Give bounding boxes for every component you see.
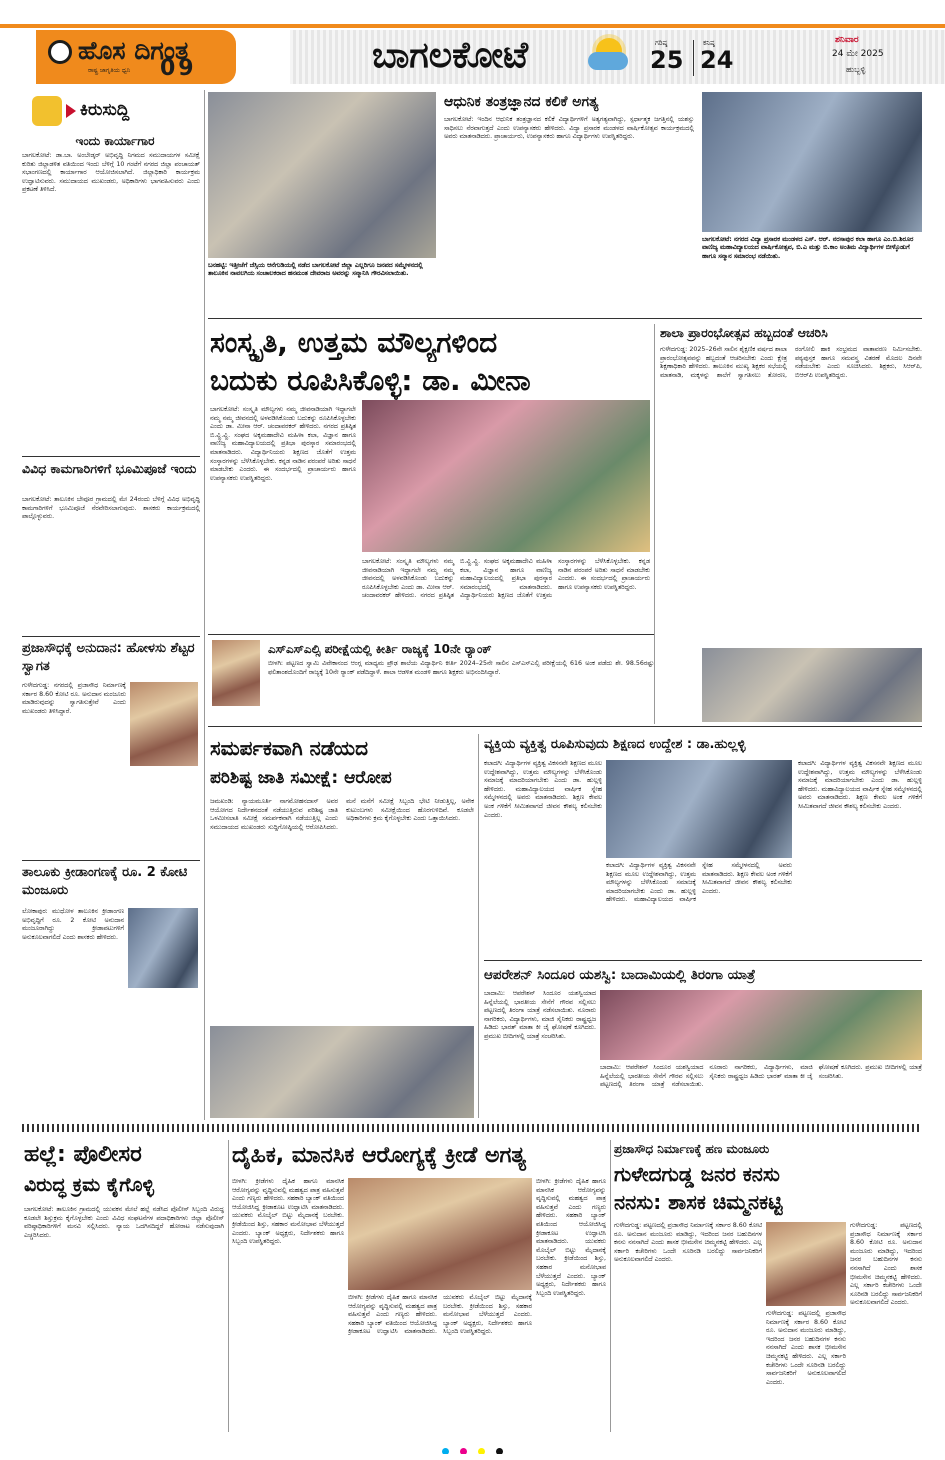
masthead (0, 0, 945, 86)
mid-row-rule (208, 726, 922, 727)
tech-headline: ಆಧುನಿಕ ತಂತ್ರಜ್ಞಾನದ ಕಲಿಕೆ ಅಗತ್ಯ (444, 94, 599, 110)
praja-kicker: ಪ್ರಜಾಸೌಧ ನಿರ್ಮಾಣಕ್ಕೆ ಹಣ ಮಂಜೂರು (614, 1142, 770, 1156)
school-headline: ಶಾಲಾ ಪ್ರಾರಂಭೋತ್ಸವ ಹಬ್ಬದಂತೆ ಆಚರಿಸಿ (660, 325, 828, 340)
top-row-rule (208, 318, 922, 319)
left-column-divider (204, 90, 205, 1120)
temp-max: 25 (650, 46, 684, 74)
reg-dot-cyan (442, 1448, 449, 1454)
sslc-portrait (212, 640, 260, 706)
kirusuddi-pointer-icon (66, 104, 76, 118)
kirusuddi-hand-icon (32, 96, 62, 126)
police-headline-line2: ವಿರುದ್ಧ ಕ್ರಮ ಕೈಗೊಳ್ಳಿ (24, 1174, 155, 1196)
praja-text-col2: ಗುಳೇದಗುಡ್ಡ: ಪಟ್ಟಣದಲ್ಲಿ ಪ್ರಜಾಸೌಧ ನಿರ್ಮಾಣಕ್ಕೆ ಸರ್ಕಾರ 8.60 ಕೋಟಿ ರೂ. ಅನುದಾನ ಮಂಜೂರು ಮಾಡಿದ್ದು, ಇದರಿಂದ ಜನರ ಬಹುದಿನಗಳ ಕನಸು ನನಸಾಗಿದೆ ಎಂದು ಶಾಸಕ ಭೀಮಸೇನ ಚಿಮ್ಮನಕಟ್ಟಿ ಹೇಳಿದರು. ಎಲ್ಲ ಸರ್ಕಾರಿ ಕಚೇರಿಗಳು ಒಂದೇ ಸೂರಿನಡಿ ಬರಲಿದ್ದು ಸಾರ್ವಜನಿಕರಿಗೆ ಅನುಕೂಲವಾಗಲಿದೆ ಎಂದರು. (850, 1222, 922, 1307)
police-headline-line1: ಹಲ್ಲೆ: ಪೊಲೀಸರ (24, 1142, 142, 1167)
bottom-divider-2 (610, 1140, 611, 1432)
felicitation-photo (208, 92, 436, 258)
item3-rule (22, 636, 200, 637)
kirusuddi-label: ಕಿರುಸುದ್ದಿ (80, 100, 130, 120)
reg-dot-magenta (460, 1448, 467, 1454)
sslc-text: ಬೀಳಗಿ: ಪಟ್ಟಣದ ಸ್ವಾಮಿ ವಿವೇಕಾನಂದ ಆಂಗ್ಲ ಮಾಧ್ಯಮ ಪ್ರೌಢ ಶಾಲೆಯ ವಿದ್ಯಾರ್ಥಿನಿ ಕೀರ್ತಿ 2024–25ನೇ ಸಾಲಿನ ಎಸ್ಎಸ್ಎಲ್ಸಿ ಪರೀಕ್ಷೆಯಲ್ಲಿ 616 ಅಂಕ ಪಡೆದು ಶೇ. 98.56ರಷ್ಟು ಫಲಿತಾಂಶದೊಂದಿಗೆ ರಾಜ್ಯಕ್ಕೆ 10ನೇ ರ್‍ಯಾಂಕ್ ಪಡೆದಿದ್ದಾಳೆ. ಶಾಲಾ ಆಡಳಿತ ಮಂಡಳಿ ಹಾಗೂ ಶಿಕ್ಷಕರು ಅಭಿನಂದಿಸಿದ್ದಾರೆ. (268, 660, 654, 676)
item1-text: ಬಾಗಲಕೋಟೆ: ಡಾ.ಬಾ. ಅಂಬೇಡ್ಕರ್ ಅಭಿವೃದ್ಧಿ ನಿಗಮದ ಸಮುದಾಯಗಳ ಸಮೀಕ್ಷೆ ಕುರಿತು ಜಿಲ್ಲಾಡಳಿತ ವತಿಯಿಂದ ಇಂದು ಬೆಳಿಗ್ಗೆ 10 ಗಂಟೆಗೆ ನಗರದ ಜಿಲ್ಲಾ ಪಂಚಾಯತ್ ಸಭಾಂಗಣದಲ್ಲಿ ಕಾರ್ಯಾಗಾರ ಆಯೋಜಿಸಲಾಗಿದೆ. ಜಿಲ್ಲಾಧಿಕಾರಿ ಕಾರ್ಯಕ್ರಮ ಉದ್ಘಾಟಿಸುವರು. ಸಮುದಾಯದ ಮುಖಂಡರು, ಅಧಿಕಾರಿಗಳು ಭಾಗವಹಿಸುವರು ಎಂದು ಪ್ರಕಟಣೆ ತಿಳಿಸಿದೆ. (22, 152, 200, 194)
item1-title: ಇಂದು ಕಾರ್ಯಾಗಾರ (75, 134, 155, 148)
tech-text: ಬಾಗಲಕೋಟೆ: ಇಂದಿನ ಆಧುನಿಕ ತಂತ್ರಜ್ಞಾನದ ಕಲಿಕೆ ವಿದ್ಯಾರ್ಥಿಗಳಿಗೆ ಅತ್ಯಗತ್ಯವಾಗಿದ್ದು, ಸ್ಪರ್ಧಾತ್ಮಕ ಜಗತ್ತಿನಲ್ಲಿ ಯಶಸ್ಸು ಸಾಧಿಸಲು ನೆರವಾಗುತ್ತದೆ ಎಂದು ಉಪನ್ಯಾಸಕರು ಹೇಳಿದರು. ವಿದ್ಯಾ ಪ್ರಸಾರಕ ಮಂಡಳದ ವಾರ್ಷಿಕೋತ್ಸವ ಕಾರ್ಯಕ್ರಮದಲ್ಲಿ ಅವರು ಮಾತನಾಡಿದರು. ಪ್ರಾಚಾರ್ಯರು, ಉಪನ್ಯಾಸಕರು ಹಾಗೂ ವಿದ್ಯಾರ್ಥಿಗಳು ಉಪಸ್ಥಿತರಿದ್ದರು. (444, 116, 694, 141)
weather-cloud-icon (588, 52, 628, 70)
registration-marks (0, 1440, 945, 1454)
page-number: 09 (160, 56, 197, 81)
praja-portrait (766, 1222, 846, 1306)
praja-headline-line1: ಗುಳೇದಗುಡ್ಡ ಜನರ ಕನಸು (614, 1162, 780, 1186)
anniversary-caption: ಬಾಗಲಕೋಟೆ: ನಗರದ ವಿದ್ಯಾ ಪ್ರಸಾರಕ ಮಂಡಳದ ಎಸ್. ಆರ್. ನರಸಾಪುರ ಕಲಾ ಹಾಗೂ ಎಂ.ಬಿ.ಶಿರೂರ ವಾಣಿಜ್ಯ ಮಹಾವಿದ್ಯಾಲಯದ ವಾರ್ಷಿಕೋತ್ಸವ, ಬಿ.ಎ ಮತ್ತು ಬಿ.ಕಾಂ ಅಂತಿಮ ವಿದ್ಯಾರ್ಥಿಗಳ ಬೀಳ್ಕೊಡುಗೆ ಹಾಗೂ ಸನ್ಮಾನ ಸಮಾರಂಭ ನಡೆಯಿತು. (702, 236, 914, 260)
temp-max-label: ಗರಿಷ್ಠ (655, 39, 668, 47)
sslc-top-rule (208, 634, 654, 635)
item2-text: ಬಾಗಲಕೋಟೆ: ತಾಲೂಕಿನ ಬೇವೂರ ಗ್ರಾಮದಲ್ಲಿ ಮೇ 24ರಂದು ಬೆಳಿಗ್ಗೆ ವಿವಿಧ ಅಭಿವೃದ್ಧಿ ಕಾಮಗಾರಿಗಳಿಗೆ ಭೂಮಿಪೂಜೆ ನೆರವೇರಿಸಲಾಗುವುದು. ಶಾಸಕರು ಕಾರ್ಯಕ್ರಮದಲ್ಲಿ ಪಾಲ್ಗೊಳ್ಳುವರು. (22, 496, 200, 521)
sindoor-photo (600, 990, 922, 1060)
item4-portrait (128, 908, 198, 988)
sports-text-col3: ಬೀಳಗಿ: ಕ್ರೀಡೆಗಳು ದೈಹಿಕ ಹಾಗೂ ಮಾನಸಿಕ ಆರೋಗ್ಯವನ್ನು ವೃದ್ಧಿಸುವಲ್ಲಿ ಮಹತ್ವದ ಪಾತ್ರ ವಹಿಸುತ್ತವೆ ಎಂದು ಗಣ್ಯರು ಹೇಳಿದರು. ಸಹಕಾರಿ ಬ್ಯಾಂಕ್ ವತಿಯಿಂದ ಆಯೋಜಿಸಿದ್ದ ಕ್ರೀಡಾಕೂಟ ಉದ್ಘಾಟಿಸಿ ಮಾತನಾಡಿದರು. ಯುವಕರು ಮೊಬೈಲ್ ಬಿಟ್ಟು ಮೈದಾನಕ್ಕೆ ಬರಬೇಕು. ಕ್ರೀಡೆಯಿಂದ ಶಿಸ್ತು, ಸಹಕಾರ ಮನೋಭಾವ ಬೆಳೆಯುತ್ತದೆ ಎಂದರು. ಬ್ಯಾಂಕ್ ಅಧ್ಯಕ್ಷರು, ನಿರ್ದೇಶಕರು ಹಾಗೂ ಸಿಬ್ಬಂದಿ ಉಪಸ್ಥಿತರಿದ್ದರು. (536, 1178, 606, 1297)
lead-column-divider (654, 324, 655, 724)
sindoor-text-col2: ಬಾದಾಮಿ: ಆಪರೇಶನ್ ಸಿಂದೂರ ಯಶಸ್ವಿಯಾದ ಹಿನ್ನೆಲೆಯಲ್ಲಿ ಭಾರತೀಯ ಸೇನೆಗೆ ಗೌರವ ಸಲ್ಲಿಸಲು ಪಟ್ಟಣದಲ್ಲಿ ತಿರಂಗಾ ಯಾತ್ರೆ ನಡೆಸಲಾಯಿತು. ನೂರಾರು ನಾಗರಿಕರು, ವಿದ್ಯಾರ್ಥಿಗಳು, ಮಾಜಿ ಸೈನಿಕರು ರಾಷ್ಟ್ರಧ್ವಜ ಹಿಡಿದು ಭಾರತ್ ಮಾತಾ ಕೀ ಜೈ ಘೋಷಣೆ ಕೂಗಿದರು. ಪ್ರಮುಖ ಬೀದಿಗಳಲ್ಲಿ ಯಾತ್ರೆ ಸಂಚರಿಸಿತು. (600, 1064, 922, 1089)
survey-column-divider (478, 734, 479, 1118)
item2-rule (22, 456, 200, 457)
praja-text-col3: ಗುಳೇದಗುಡ್ಡ: ಪಟ್ಟಣದಲ್ಲಿ ಪ್ರಜಾಸೌಧ ನಿರ್ಮಾಣಕ್ಕೆ ಸರ್ಕಾರ 8.60 ಕೋಟಿ ರೂ. ಅನುದಾನ ಮಂಜೂರು ಮಾಡಿದ್ದು, ಇದರಿಂದ ಜನರ ಬಹುದಿನಗಳ ಕನಸು ನನಸಾಗಿದೆ ಎಂದು ಶಾಸಕ ಭೀಮಸೇನ ಚಿಮ್ಮನಕಟ್ಟಿ ಹೇಳಿದರು. ಎಲ್ಲ ಸರ್ಕಾರಿ ಕಚೇರಿಗಳು ಒಂದೇ ಸೂರಿನಡಿ ಬರಲಿದ್ದು ಸಾರ್ವಜನಿಕರಿಗೆ ಅನುಕೂಲವಾಗಲಿದೆ ಎಂದರು. (766, 1310, 846, 1386)
issue-date: 24 ಮೇ 2025 (832, 49, 884, 59)
school-text: ಗುಳೇದಗುಡ್ಡ: 2025–26ನೇ ಸಾಲಿನ ಶೈಕ್ಷಣಿಕ ವರ್ಷದ ಶಾಲಾ ಪ್ರಾರಂಭೋತ್ಸವವನ್ನು ಹಬ್ಬದಂತೆ ಆಚರಿಸಬೇಕು ಎಂದು ಕ್ಷೇತ್ರ ಶಿಕ್ಷಣಾಧಿಕಾರಿ ಹೇಳಿದರು. ತಾಲೂಕಿನ ಮುಖ್ಯ ಶಿಕ್ಷಕರ ಸಭೆಯಲ್ಲಿ ಮಾತನಾಡಿ, ಮಕ್ಕಳನ್ನು ಶಾಲೆಗೆ ಸ್ವಾಗತಿಸಲು ತೋರಣ, ರಂಗೋಲಿ ಹಾಕಿ ಸಂಭ್ರಮದ ವಾತಾವರಣ ನಿರ್ಮಿಸಬೇಕು. ಪಠ್ಯಪುಸ್ತಕ ಹಾಗೂ ಸಮವಸ್ತ್ರ ವಿತರಣೆ ಮೊದಲ ದಿನವೇ ನಡೆಯಬೇಕು ಎಂದು ಸೂಚಿಸಿದರು. ಶಿಕ್ಷಕರು, ಸಿಆರ್‌ಪಿ, ಬಿಆರ್‌ಪಿ ಉಪಸ್ಥಿತರಿದ್ದರು. (660, 346, 922, 379)
sports-text-col2: ಬೀಳಗಿ: ಕ್ರೀಡೆಗಳು ದೈಹಿಕ ಹಾಗೂ ಮಾನಸಿಕ ಆರೋಗ್ಯವನ್ನು ವೃದ್ಧಿಸುವಲ್ಲಿ ಮಹತ್ವದ ಪಾತ್ರ ವಹಿಸುತ್ತವೆ ಎಂದು ಗಣ್ಯರು ಹೇಳಿದರು. ಸಹಕಾರಿ ಬ್ಯಾಂಕ್ ವತಿಯಿಂದ ಆಯೋಜಿಸಿದ್ದ ಕ್ರೀಡಾಕೂಟ ಉದ್ಘಾಟಿಸಿ ಮಾತನಾಡಿದರು. ಯುವಕರು ಮೊಬೈಲ್ ಬಿಟ್ಟು ಮೈದಾನಕ್ಕೆ ಬರಬೇಕು. ಕ್ರೀಡೆಯಿಂದ ಶಿಸ್ತು, ಸಹಕಾರ ಮನೋಭಾವ ಬೆಳೆಯುತ್ತದೆ ಎಂದರು. ಬ್ಯಾಂಕ್ ಅಧ್ಯಕ್ಷರು, ನಿರ್ದೇಶಕರು ಹಾಗೂ ಸಿಬ್ಬಂದಿ ಉಪಸ್ಥಿತರಿದ್ದರು. (348, 1294, 532, 1336)
left-column (22, 90, 200, 1120)
logo-emblem-icon (48, 40, 72, 64)
paper-name: ಹೊಸ ದಿಗಂತ (78, 36, 189, 65)
survey-headline-line2: ಪರಿಶಿಷ್ಟ ಜಾತಿ ಸಮೀಕ್ಷೆ: ಆರೋಪ (210, 768, 392, 788)
item3-title: ಪ್ರಜಾಸೌಧಕ್ಕೆ ಅನುದಾನ: ಹೋಳಸು ಶೆಟ್ಟರ ಸ್ವಾಗತ (22, 641, 195, 674)
section-separator (22, 1124, 922, 1132)
sindoor-text-col1: ಬಾದಾಮಿ: ಆಪರೇಶನ್ ಸಿಂದೂರ ಯಶಸ್ವಿಯಾದ ಹಿನ್ನೆಲೆಯಲ್ಲಿ ಭಾರತೀಯ ಸೇನೆಗೆ ಗೌರವ ಸಲ್ಲಿಸಲು ಪಟ್ಟಣದಲ್ಲಿ ತಿರಂಗಾ ಯಾತ್ರೆ ನಡೆಸಲಾಯಿತು. ನೂರಾರು ನಾಗರಿಕರು, ವಿದ್ಯಾರ್ಥಿಗಳು, ಮಾಜಿ ಸೈನಿಕರು ರಾಷ್ಟ್ರಧ್ವಜ ಹಿಡಿದು ಭಾರತ್ ಮಾತಾ ಕೀ ಜೈ ಘೋಷಣೆ ಕೂಗಿದರು. ಪ್ರಮುಖ ಬೀದಿಗಳಲ್ಲಿ ಯಾತ್ರೆ ಸಂಚರಿಸಿತು. (484, 990, 596, 1040)
bottom-divider-1 (228, 1140, 229, 1432)
school-photo (702, 648, 922, 722)
sports-headline: ದೈಹಿಕ, ಮಾನಸಿಕ ಆರೋಗ್ಯಕ್ಕೆ ಕ್ರೀಡೆ ಅಗತ್ಯ (232, 1143, 527, 1168)
lead-text-col1: ಬಾಗಲಕೋಟೆ: ಸಂಸ್ಕೃತಿ ಮೌಲ್ಯಗಳು ನಮ್ಮ ಜೀವನಾಡಿಯಾಗಿ ಇದ್ದಾಗಲೇ ನಮ್ಮ ನಮ್ಮ ಜೀವನದಲ್ಲಿ ಅಳವಡಿಸಿಕೊಂಡು ಬದುಕನ್ನು ರೂಪಿಸಿಕೊಳ್ಳಬೇಕು ಎಂದು ಡಾ. ಮೀನಾ ಆರ್. ಚಂದಾವರಕರ್ ಹೇಳಿದರು. ನಗರದ ಪ್ರತಿಷ್ಠಿತ ಬಿ.ವ್ಹಿ.ವ್ಹಿ. ಸಂಘದ ಅಕ್ಕಮಹಾದೇವಿ ಮಹಿಳಾ ಕಲಾ, ವಿಜ್ಞಾನ ಹಾಗೂ ವಾಣಿಜ್ಯ ಮಹಾವಿದ್ಯಾಲಯದಲ್ಲಿ ಪ್ರತಿಭಾ ಪುರಸ್ಕಾರ ಸಮಾರಂಭದಲ್ಲಿ ಮಾತನಾಡಿದರು. ವಿದ್ಯಾರ್ಥಿನಿಯರು ಶಿಕ್ಷಣದ ಜೊತೆಗೆ ಉತ್ತಮ ಸಂಸ್ಕಾರಗಳನ್ನು ಬೆಳೆಸಿಕೊಳ್ಳಬೇಕು. ಕನ್ನಡ ನಾಡಿನ ಪರಂಪರೆ ಅರಿತು ಸಾಧನೆ ಮಾಡಬೇಕು ಎಂದರು. ಈ ಸಂದರ್ಭದಲ್ಲಿ ಪ್ರಾಚಾರ್ಯರು ಹಾಗೂ ಉಪನ್ಯಾಸಕರು ಉಪಸ್ಥಿತರಿದ್ದರು. (210, 406, 356, 482)
sindoor-top-rule (484, 960, 922, 961)
item2-title: ವಿವಿಧ ಕಾಮಗಾರಿಗಳಿಗೆ ಭೂಮಿಪೂಜೆ ಇಂದು (22, 461, 197, 476)
praja-headline-line2: ನನಸು: ಶಾಸಕ ಚಿಮ್ಮನಕಟ್ಟಿ (614, 1190, 783, 1214)
sports-text-col1: ಬೀಳಗಿ: ಕ್ರೀಡೆಗಳು ದೈಹಿಕ ಹಾಗೂ ಮಾನಸಿಕ ಆರೋಗ್ಯವನ್ನು ವೃದ್ಧಿಸುವಲ್ಲಿ ಮಹತ್ವದ ಪಾತ್ರ ವಹಿಸುತ್ತವೆ ಎಂದು ಗಣ್ಯರು ಹೇಳಿದರು. ಸಹಕಾರಿ ಬ್ಯಾಂಕ್ ವತಿಯಿಂದ ಆಯೋಜಿಸಿದ್ದ ಕ್ರೀಡಾಕೂಟ ಉದ್ಘಾಟಿಸಿ ಮಾತನಾಡಿದರು. ಯುವಕರು ಮೊಬೈಲ್ ಬಿಟ್ಟು ಮೈದಾನಕ್ಕೆ ಬರಬೇಕು. ಕ್ರೀಡೆಯಿಂದ ಶಿಸ್ತು, ಸಹಕಾರ ಮನೋಭಾವ ಬೆಳೆಯುತ್ತದೆ ಎಂದರು. ಬ್ಯಾಂಕ್ ಅಧ್ಯಕ್ಷರು, ನಿರ್ದೇಶಕರು ಹಾಗೂ ಸಿಬ್ಬಂದಿ ಉಪಸ್ಥಿತರಿದ್ದರು. (232, 1178, 344, 1246)
sslc-headline: ಎಸ್ಎಸ್ಎಲ್ಸಿ ಪರೀಕ್ಷೆಯಲ್ಲಿ ಕೀರ್ತಿ ರಾಜ್ಯಕ್ಕೆ 10ನೇ ರ್‍ಯಾಂಕ್ (268, 642, 492, 656)
survey-photo (210, 1026, 474, 1118)
item3-portrait (130, 682, 198, 766)
temp-min-label: ಕನಿಷ್ಠ (703, 39, 715, 47)
personality-photo (606, 760, 792, 858)
reg-dot-yellow (478, 1448, 485, 1454)
masthead-top-rule (0, 24, 945, 28)
sports-photo (348, 1178, 532, 1290)
sindoor-headline: ಆಪರೇಶನ್ ಸಿಂದೂರ ಯಶಸ್ವಿ: ಬಾದಾಮಿಯಲ್ಲಿ ತಿರಂಗಾ ಯಾತ್ರೆ (484, 967, 756, 983)
item4-rule (22, 860, 200, 861)
item4-text: ಲೋಕಾಪುರ: ಮುಧೋಳ ತಾಲೂಕಿನ ಕ್ರೀಡಾಂಗಣ ಅಭಿವೃದ್ಧಿಗೆ ರೂ. 2 ಕೋಟಿ ಅನುದಾನ ಮಂಜೂರಾಗಿದ್ದು ಕ್ರೀಡಾಪಟುಗಳಿಗೆ ಅನುಕೂಲವಾಗಲಿದೆ ಎಂದು ಶಾಸಕರು ಹೇಳಿದರು. (22, 908, 124, 941)
item4-title: ತಾಲೂಕು ಕ್ರೀಡಾಂಗಣಕ್ಕೆ ರೂ. 2 ಕೋಟಿ ಮಂಜೂರು (22, 865, 188, 898)
lead-headline-line2: ಬದುಕು ರೂಪಿಸಿಕೊಳ್ಳಿ: ಡಾ. ಮೀನಾ (210, 364, 531, 397)
issue-day: ಶನಿವಾರ (835, 35, 859, 45)
paper-tagline: ರಾಷ್ಟ್ರ ಜಾಗೃತಿಯ ಧ್ವನಿ (88, 67, 131, 74)
lead-text-col2: ಬಾಗಲಕೋಟೆ: ಸಂಸ್ಕೃತಿ ಮೌಲ್ಯಗಳು ನಮ್ಮ ಜೀವನಾಡಿಯಾಗಿ ಇದ್ದಾಗಲೇ ನಮ್ಮ ನಮ್ಮ ಜೀವನದಲ್ಲಿ ಅಳವಡಿಸಿಕೊಂಡು ಬದುಕನ್ನು ರೂಪಿಸಿಕೊಳ್ಳಬೇಕು ಎಂದು ಡಾ. ಮೀನಾ ಆರ್. ಚಂದಾವರಕರ್ ಹೇಳಿದರು. ನಗರದ ಪ್ರತಿಷ್ಠಿತ ಬಿ.ವ್ಹಿ.ವ್ಹಿ. ಸಂಘದ ಅಕ್ಕಮಹಾದೇವಿ ಮಹಿಳಾ ಕಲಾ, ವಿಜ್ಞಾನ ಹಾಗೂ ವಾಣಿಜ್ಯ ಮಹಾವಿದ್ಯಾಲಯದಲ್ಲಿ ಪ್ರತಿಭಾ ಪುರಸ್ಕಾರ ಸಮಾರಂಭದಲ್ಲಿ ಮಾತನಾಡಿದರು. ವಿದ್ಯಾರ್ಥಿನಿಯರು ಶಿಕ್ಷಣದ ಜೊತೆಗೆ ಉತ್ತಮ ಸಂಸ್ಕಾರಗಳನ್ನು ಬೆಳೆಸಿಕೊಳ್ಳಬೇಕು. ಕನ್ನಡ ನಾಡಿನ ಪರಂಪರೆ ಅರಿತು ಸಾಧನೆ ಮಾಡಬೇಕು ಎಂದರು. ಈ ಸಂದರ್ಭದಲ್ಲಿ ಪ್ರಾಚಾರ್ಯರು ಹಾಗೂ ಉಪನ್ಯಾಸಕರು ಉಪಸ್ಥಿತರಿದ್ದರು. (362, 558, 650, 600)
police-text: ಬಾಗಲಕೋಟೆ: ತಾಲೂಕಿನ ಗ್ರಾಮದಲ್ಲಿ ಯುವಕನ ಮೇಲೆ ಹಲ್ಲೆ ನಡೆಸಿದ ಪೊಲೀಸ್ ಸಿಬ್ಬಂದಿ ವಿರುದ್ಧ ಕೂಡಲೇ ಶಿಸ್ತುಕ್ರಮ ಕೈಗೊಳ್ಳಬೇಕು ಎಂದು ವಿವಿಧ ಸಂಘಟನೆಗಳ ಪದಾಧಿಕಾರಿಗಳು ಜಿಲ್ಲಾ ಪೊಲೀಸ್ ವರಿಷ್ಠಾಧಿಕಾರಿಗಳಿಗೆ ಮನವಿ ಸಲ್ಲಿಸಿದರು. ನ್ಯಾಯ ಒದಗಿಸದಿದ್ದರೆ ಹೋರಾಟ ನಡೆಸುವುದಾಗಿ ಎಚ್ಚರಿಸಿದರು. (24, 1206, 224, 1239)
personality-text-col3: ಕಲಾದಗಿ: ವಿದ್ಯಾರ್ಥಿಗಳ ವ್ಯಕ್ತಿತ್ವ ವಿಕಸನವೇ ಶಿಕ್ಷಣದ ಮೂಲ ಉದ್ದೇಶವಾಗಿದ್ದು, ಉತ್ತಮ ಮೌಲ್ಯಗಳನ್ನು ಬೆಳೆಸಿಕೊಂಡು ಸಮಾಜಕ್ಕೆ ಮಾದರಿಯಾಗಬೇಕು ಎಂದು ಡಾ. ಹುಲ್ಲಳ್ಳಿ ಹೇಳಿದರು. ಮಹಾವಿದ್ಯಾಲಯದ ವಾರ್ಷಿಕ ಸ್ನೇಹ ಸಮ್ಮೇಳನದಲ್ಲಿ ಅವರು ಮಾತನಾಡಿದರು. ಶಿಕ್ಷಣ ಕೇವಲ ಅಂಕ ಗಳಿಕೆಗೆ ಸೀಮಿತವಾಗದೆ ಜೀವನ ಕೌಶಲ್ಯ ಕಲಿಸಬೇಕು ಎಂದರು. (798, 760, 922, 810)
lead-photo (362, 400, 650, 552)
reg-dot-black (496, 1448, 503, 1454)
anniversary-photo (702, 92, 922, 232)
survey-text: ಜಮಖಂಡಿ: ನ್ಯಾಯಮೂರ್ತಿ ನಾಗಮೋಹನದಾಸ್ ಅವರ ಆಯೋಗದ ನಿರ್ದೇಶನದಂತೆ ನಡೆಯುತ್ತಿರುವ ಪರಿಶಿಷ್ಟ ಜಾತಿ ಒಳಮೀಸಲಾತಿ ಸಮೀಕ್ಷೆ ಸಮರ್ಪಕವಾಗಿ ನಡೆಯುತ್ತಿಲ್ಲ ಎಂದು ಸಮುದಾಯದ ಮುಖಂಡರು ಸುದ್ದಿಗೋಷ್ಠಿಯಲ್ಲಿ ಆರೋಪಿಸಿದರು. ಮನೆ ಮನೆಗೆ ಸಮೀಕ್ಷೆ ಸಿಬ್ಬಂದಿ ಭೇಟಿ ನೀಡುತ್ತಿಲ್ಲ, ಅನೇಕ ಕುಟುಂಬಗಳು ಸಮೀಕ್ಷೆಯಿಂದ ಹೊರಗುಳಿದಿವೆ. ಕೂಡಲೇ ಅಧಿಕಾರಿಗಳು ಕ್ರಮ ಕೈಗೊಳ್ಳಬೇಕು ಎಂದು ಒತ್ತಾಯಿಸಿದರು. (210, 798, 474, 831)
issue-city: ಹುಬ್ಬಳ್ಳಿ (846, 65, 866, 74)
felicitation-caption: ಬನಹಟ್ಟಿ: ಇತ್ತೀಚೆಗೆ ಜೆಸ್ಸಿಯ ಆನೆಗುಡಿಯಲ್ಲಿ ನಡೆದ ಬಾಗಲಕೋಟೆ ಜಿಲ್ಲಾ ಎಲ್ಲರಿಗೂ ಜನಪದ ಸಮ್ಮೇಳನದಲ್ಲಿ ತಾಲೂಕಿನ ನಾವಲಗಿಯ ಸಂಚಾಲಕರಾದ ಹನಮಂತ ದೇವರಾಜ ಅವರನ್ನು ಸನ್ಮಾನಿಸಿ ಗೌರವಿಸಲಾಯಿತು. (208, 262, 423, 278)
temp-min: 24 (700, 46, 734, 74)
temp-divider (693, 40, 694, 76)
edition-name: ಬಾಗಲಕೋಟೆ (372, 35, 529, 76)
item3-text: ಗುಳೇದಗುಡ್ಡ: ನಗರದಲ್ಲಿ ಪ್ರಜಾಸೌಧ ನಿರ್ಮಾಣಕ್ಕೆ ಸರ್ಕಾರ 8.60 ಕೋಟಿ ರೂ. ಅನುದಾನ ಮಂಜೂರು ಮಾಡಿರುವುದನ್ನು ಸ್ವಾಗತಿಸುತ್ತೇವೆ ಎಂದು ಮುಖಂಡರು ತಿಳಿಸಿದ್ದಾರೆ. (22, 682, 126, 715)
lead-headline-line1: ಸಂಸ್ಕೃತಿ, ಉತ್ತಮ ಮೌಲ್ಯಗಳಿಂದ (210, 326, 498, 359)
survey-headline-line1: ಸಮರ್ಪಕವಾಗಿ ನಡೆಯದ (210, 736, 368, 760)
praja-text-col1: ಗುಳೇದಗುಡ್ಡ: ಪಟ್ಟಣದಲ್ಲಿ ಪ್ರಜಾಸೌಧ ನಿರ್ಮಾಣಕ್ಕೆ ಸರ್ಕಾರ 8.60 ಕೋಟಿ ರೂ. ಅನುದಾನ ಮಂಜೂರು ಮಾಡಿದ್ದು, ಇದರಿಂದ ಜನರ ಬಹುದಿನಗಳ ಕನಸು ನನಸಾಗಿದೆ ಎಂದು ಶಾಸಕ ಭೀಮಸೇನ ಚಿಮ್ಮನಕಟ್ಟಿ ಹೇಳಿದರು. ಎಲ್ಲ ಸರ್ಕಾರಿ ಕಚೇರಿಗಳು ಒಂದೇ ಸೂರಿನಡಿ ಬರಲಿದ್ದು ಸಾರ್ವಜನಿಕರಿಗೆ ಅನುಕೂಲವಾಗಲಿದೆ ಎಂದರು. (614, 1222, 762, 1264)
personality-text-col1: ಕಲಾದಗಿ: ವಿದ್ಯಾರ್ಥಿಗಳ ವ್ಯಕ್ತಿತ್ವ ವಿಕಸನವೇ ಶಿಕ್ಷಣದ ಮೂಲ ಉದ್ದೇಶವಾಗಿದ್ದು, ಉತ್ತಮ ಮೌಲ್ಯಗಳನ್ನು ಬೆಳೆಸಿಕೊಂಡು ಸಮಾಜಕ್ಕೆ ಮಾದರಿಯಾಗಬೇಕು ಎಂದು ಡಾ. ಹುಲ್ಲಳ್ಳಿ ಹೇಳಿದರು. ಮಹಾವಿದ್ಯಾಲಯದ ವಾರ್ಷಿಕ ಸ್ನೇಹ ಸಮ್ಮೇಳನದಲ್ಲಿ ಅವರು ಮಾತನಾಡಿದರು. ಶಿಕ್ಷಣ ಕೇವಲ ಅಂಕ ಗಳಿಕೆಗೆ ಸೀಮಿತವಾಗದೆ ಜೀವನ ಕೌಶಲ್ಯ ಕಲಿಸಬೇಕು ಎಂದರು. (484, 760, 602, 819)
personality-headline: ವ್ಯಕ್ತಿಯ ವ್ಯಕ್ತಿತ್ವ ರೂಪಿಸುವುದು ಶಿಕ್ಷಣದ ಉದ್ದೇಶ : ಡಾ.ಹುಲ್ಲಳ್ಳಿ (484, 737, 746, 752)
personality-text-col2: ಕಲಾದಗಿ: ವಿದ್ಯಾರ್ಥಿಗಳ ವ್ಯಕ್ತಿತ್ವ ವಿಕಸನವೇ ಶಿಕ್ಷಣದ ಮೂಲ ಉದ್ದೇಶವಾಗಿದ್ದು, ಉತ್ತಮ ಮೌಲ್ಯಗಳನ್ನು ಬೆಳೆಸಿಕೊಂಡು ಸಮಾಜಕ್ಕೆ ಮಾದರಿಯಾಗಬೇಕು ಎಂದು ಡಾ. ಹುಲ್ಲಳ್ಳಿ ಹೇಳಿದರು. ಮಹಾವಿದ್ಯಾಲಯದ ವಾರ್ಷಿಕ ಸ್ನೇಹ ಸಮ್ಮೇಳನದಲ್ಲಿ ಅವರು ಮಾತನಾಡಿದರು. ಶಿಕ್ಷಣ ಕೇವಲ ಅಂಕ ಗಳಿಕೆಗೆ ಸೀಮಿತವಾಗದೆ ಜೀವನ ಕೌಶಲ್ಯ ಕಲಿಸಬೇಕು ಎಂದರು. (606, 862, 792, 904)
